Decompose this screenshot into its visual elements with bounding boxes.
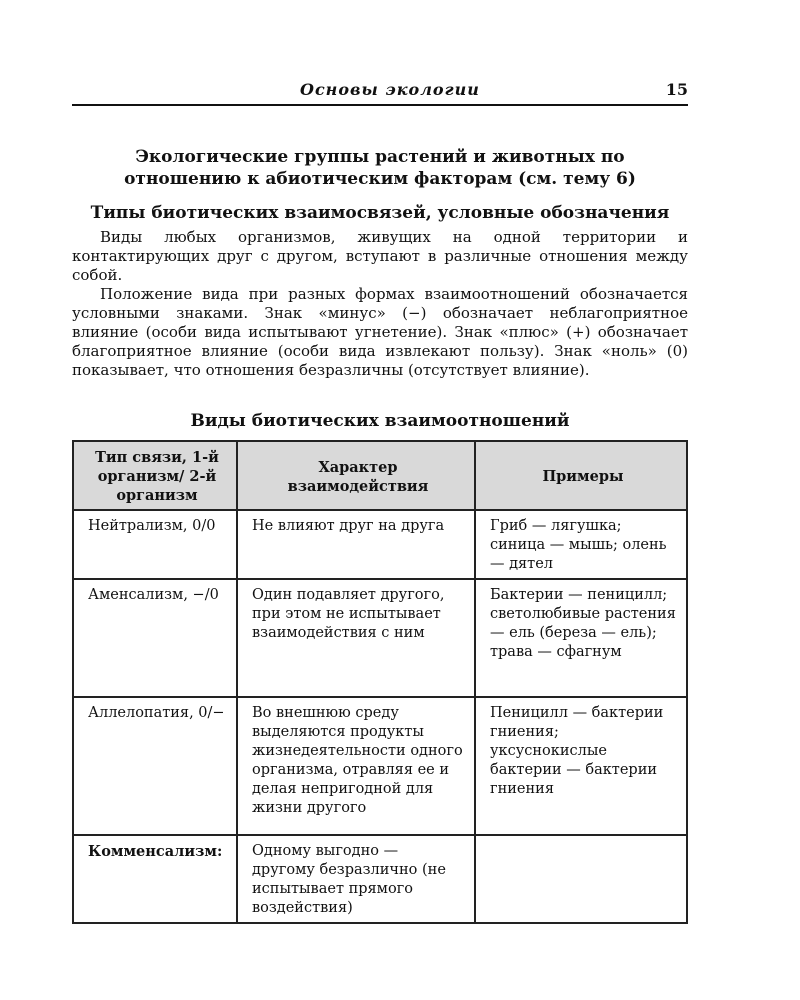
cell-examples (475, 835, 687, 923)
page-number: 15 (665, 80, 688, 99)
heading-line-1: Экологические группы растений и животных по (135, 147, 625, 167)
running-header-title: Основы экологии (300, 80, 480, 99)
heading-line-2: отношению к абиотическим факторам (см. тему 6) (124, 169, 636, 189)
table-row (73, 579, 687, 697)
paragraph: Положение вида при разных формах взаимоотношений обозначается условными знаками. Знак «минус» (−) обозначает неблагоприятное влияние (особи вида испытывают угнетение). Знак «плюс» (+) обозначает благоприятное влияние (особи вида извлекают пользу). Знак «ноль» (0) показывает, что отношения безразличны (отсутствует влияние). (72, 285, 688, 379)
table-row (73, 510, 687, 579)
cell-character: Один подавляет другого, при этом не испытывает взаимодействия с ним (237, 579, 475, 697)
cell-type (73, 835, 237, 923)
cell-examples: Гриб — лягушка; синица — мышь; олень — дятел (475, 510, 687, 579)
biotic-relations-table (72, 440, 688, 924)
column-header: Тип связи, 1-й организм/ 2-й организм (73, 441, 237, 510)
column-header: Примеры (475, 441, 687, 510)
table-caption: Виды биотических взаимоотношений (190, 411, 570, 431)
table-header-row (73, 441, 687, 510)
table-row (73, 697, 687, 835)
section-heading-biotic-types: Типы биотических взаимосвязей, условные обозначения (90, 203, 670, 223)
cell-type: Аменсализм, −/0 (73, 579, 237, 697)
cell-type: Аллелопатия, 0/− (73, 697, 237, 835)
cell-type: Нейтрализм, 0/0 (73, 510, 237, 579)
column-header: Характер взаимодействия (237, 441, 475, 510)
running-header (72, 80, 688, 106)
body-text (72, 228, 688, 380)
paragraph: Виды любых организмов, живущих на одной территории и контактирующих друг с другом, вступают в различные отношения между собой. (72, 228, 688, 284)
cell-examples: Бактерии — пеницилл; светолюбивые растения — ель (береза — ель); трава — сфагнум (475, 579, 687, 697)
cell-type-label: Комменсализм: (88, 843, 223, 860)
table-row (73, 835, 687, 923)
cell-character: Во внешнюю среду выделяются продукты жизнедеятельности одного организма, отравляя ее и делая непригодной для жизни другого (237, 697, 475, 835)
section-heading-ecological-groups (72, 146, 688, 190)
cell-character: Не влияют друг на друга (237, 510, 475, 579)
cell-examples: Пеницилл — бактерии гниения; уксуснокислые бактерии — бактерии гниения (475, 697, 687, 835)
cell-character: Одному выгодно — другому безразлично (не испытывает прямого воздействия) (237, 835, 475, 923)
